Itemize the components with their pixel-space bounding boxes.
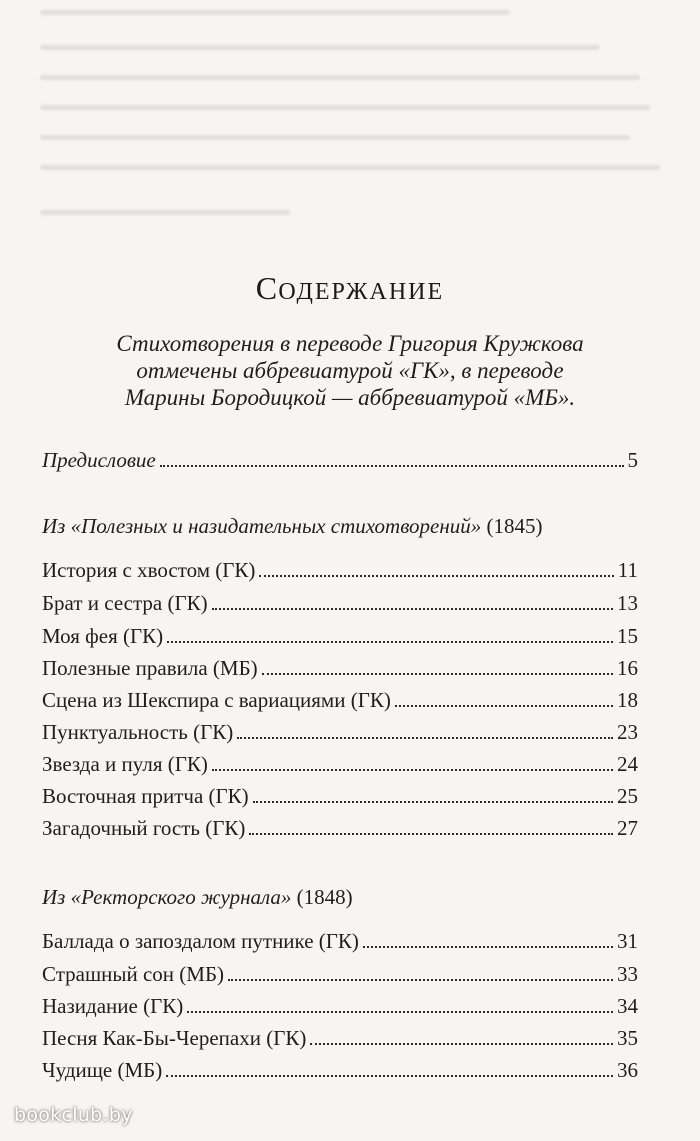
toc-entry-page: 34 bbox=[617, 994, 638, 1018]
toc-entry-title: Назидание (ГК) bbox=[42, 994, 184, 1018]
toc-entry-title: Брат и сестра (ГК) bbox=[42, 591, 208, 615]
dot-leader bbox=[237, 737, 613, 739]
section-heading bbox=[42, 513, 642, 539]
toc-entry-title: Предисловие bbox=[42, 448, 156, 472]
note-line: Марины Бородицкой — аббревиатурой «МБ». bbox=[124, 385, 576, 410]
toc-entry[interactable] bbox=[42, 993, 638, 1019]
toc-entry-preface[interactable] bbox=[42, 447, 638, 473]
toc-entry-page: 33 bbox=[617, 962, 638, 986]
toc-entry-title: Моя фея (ГК) bbox=[42, 624, 164, 648]
dot-leader bbox=[363, 946, 613, 948]
section-heading bbox=[42, 884, 642, 910]
toc-entry-title: Чудище (МБ) bbox=[42, 1058, 163, 1082]
toc-entry-page: 5 bbox=[627, 448, 638, 472]
toc-entry-title: История с хвостом (ГК) bbox=[42, 558, 256, 582]
toc-entry[interactable] bbox=[42, 1057, 638, 1083]
toc-entry[interactable] bbox=[42, 590, 638, 616]
toc-entry[interactable] bbox=[42, 751, 638, 777]
toc-entry-page: 16 bbox=[617, 656, 638, 680]
section-heading-title: Из «Ректорского журнала» bbox=[42, 885, 292, 909]
toc-entry-page: 36 bbox=[617, 1058, 638, 1082]
dot-leader bbox=[262, 673, 613, 675]
toc-entry[interactable] bbox=[42, 961, 638, 987]
reverse-page-show-through bbox=[40, 0, 670, 230]
dot-leader bbox=[228, 979, 613, 981]
dot-leader bbox=[249, 833, 613, 835]
dot-leader bbox=[166, 1075, 613, 1077]
toc-entry-page: 18 bbox=[617, 688, 638, 712]
toc-entry-page: 27 bbox=[617, 816, 638, 840]
dot-leader bbox=[167, 641, 613, 643]
toc-entry-title: Пунктуальность (ГК) bbox=[42, 720, 234, 744]
toc-entry[interactable] bbox=[42, 623, 638, 649]
dot-leader bbox=[310, 1043, 613, 1045]
page-title bbox=[0, 270, 700, 307]
toc-entry[interactable] bbox=[42, 928, 638, 954]
toc-entry-title: Песня Как-Бы-Черепахи (ГК) bbox=[42, 1026, 307, 1050]
dot-leader bbox=[395, 705, 613, 707]
toc-entry-title: Звезда и пуля (ГК) bbox=[42, 752, 208, 776]
dot-leader bbox=[212, 608, 613, 610]
dot-leader bbox=[212, 769, 613, 771]
note-line: отмечены аббревиатурой «ГК», в переводе bbox=[136, 358, 564, 383]
toc-entry[interactable] bbox=[42, 783, 638, 809]
toc-entry-page: 23 bbox=[617, 720, 638, 744]
dot-leader bbox=[253, 801, 613, 803]
toc-entry-title: Страшный сон (МБ) bbox=[42, 962, 225, 986]
toc-entry[interactable] bbox=[42, 655, 638, 681]
translators-note bbox=[60, 330, 640, 411]
toc-entry-page: 35 bbox=[617, 1026, 638, 1050]
watermark: bookclub.by bbox=[14, 1104, 133, 1126]
section-heading-year: (1848) bbox=[291, 885, 353, 909]
dot-leader bbox=[187, 1011, 613, 1013]
toc-entry[interactable] bbox=[42, 687, 638, 713]
note-line: Стихотворения в переводе Григория Кружкова bbox=[116, 331, 584, 356]
toc-entry-page: 15 bbox=[617, 624, 638, 648]
page-title-initial: С bbox=[255, 270, 279, 306]
section-heading-year: (1845) bbox=[481, 514, 543, 538]
dot-leader bbox=[160, 465, 624, 467]
section-heading-title: Из «Полезных и назидательных стихотворений» bbox=[42, 514, 482, 538]
toc-entry-title: Загадочный гость (ГК) bbox=[42, 816, 246, 840]
toc-entry-page: 25 bbox=[617, 784, 638, 808]
toc-entry-page: 31 bbox=[617, 929, 638, 953]
dot-leader bbox=[259, 575, 613, 577]
toc-entry[interactable] bbox=[42, 1025, 638, 1051]
toc-entry-page: 24 bbox=[617, 752, 638, 776]
toc-entry-title: Баллада о запоздалом путнике (ГК) bbox=[42, 929, 359, 953]
page-title-rest: ОДЕРЖАНИЕ bbox=[278, 279, 445, 305]
toc-entry-title: Сцена из Шекспира с вариациями (ГК) bbox=[42, 688, 391, 712]
toc-entry[interactable] bbox=[42, 815, 638, 841]
toc-entry[interactable] bbox=[42, 557, 638, 583]
toc-entry-page: 13 bbox=[617, 591, 638, 615]
toc-entry-page: 11 bbox=[617, 558, 638, 582]
toc-entry[interactable] bbox=[42, 719, 638, 745]
toc-entry-title: Восточная притча (ГК) bbox=[42, 784, 249, 808]
toc-entry-title: Полезные правила (МБ) bbox=[42, 656, 258, 680]
